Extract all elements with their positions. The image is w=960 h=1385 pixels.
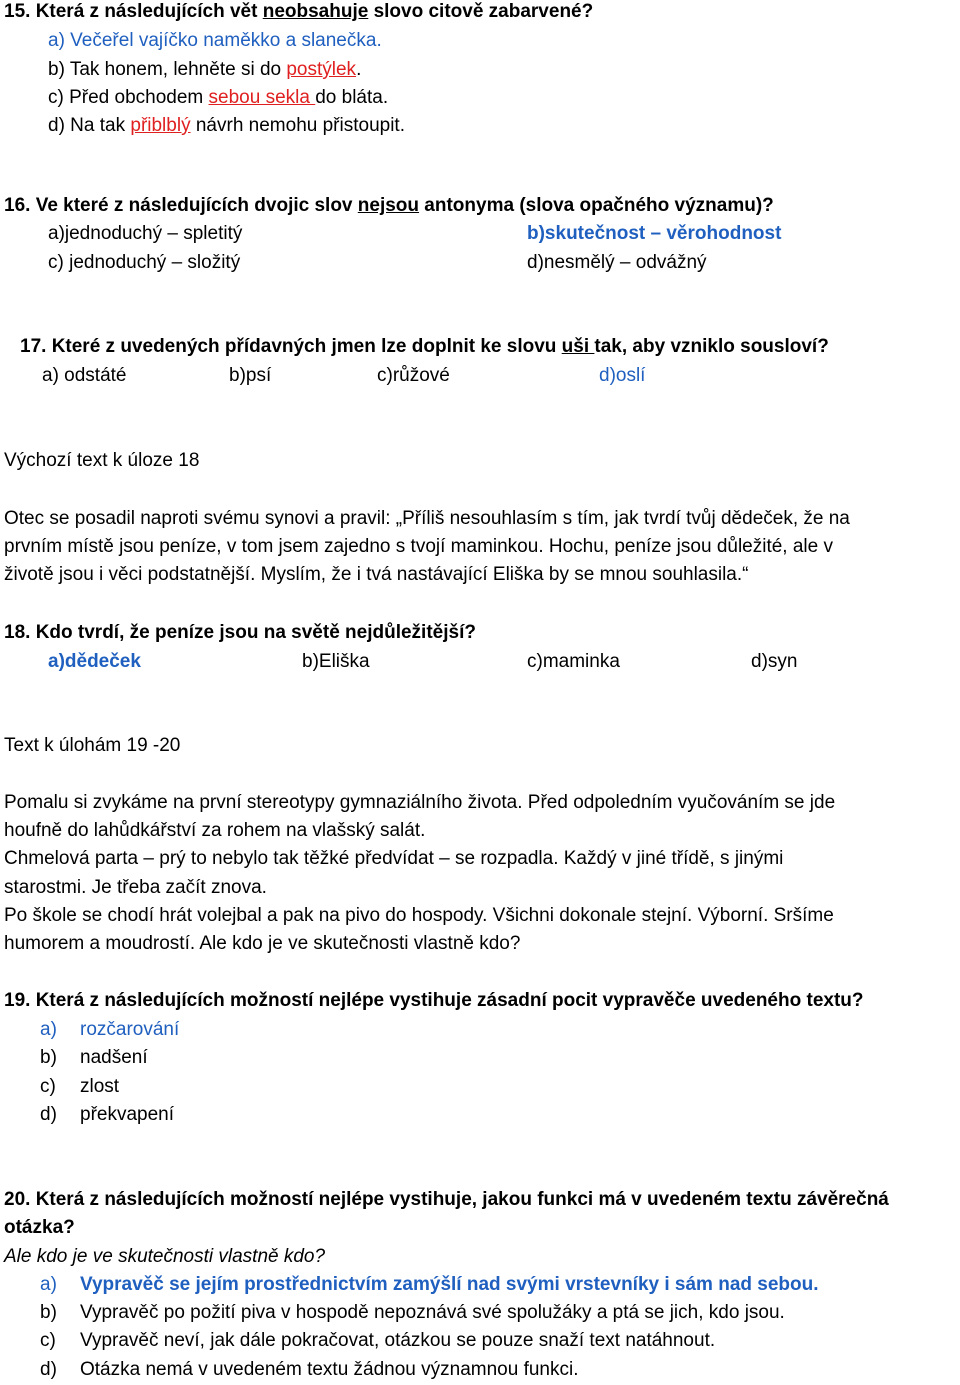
text18-line-1: Otec se posadil naproti svému synovi a pravil: „Příliš nesouhlasím s tím, jak tvrdí tvůj dědeček, že na — [4, 508, 850, 529]
q17-option-d: d)oslí — [599, 365, 646, 386]
q20-option-d: Otázka nemá v uvedeném textu žádnou významnou funkci. — [80, 1359, 579, 1380]
q20-option-a-letter: a) — [40, 1274, 57, 1295]
text1920-line-5: Po škole se chodí hrát volejbal a pak na pivo do hospody. Všichni dokonale stejní. Výborní. Sršíme — [4, 905, 834, 926]
q20-option-c-letter: c) — [40, 1330, 56, 1351]
text18-line-2: prvním místě jsou peníze, v tom jsem zajedno s tvojí maminkou. Hochu, peníze jsou důležité, ale v — [4, 536, 833, 557]
q19-option-d-letter: d) — [40, 1104, 57, 1125]
q15-heading — [4, 0, 593, 24]
q20-option-d-letter: d) — [40, 1359, 57, 1380]
q20-option-b-letter: b) — [40, 1302, 57, 1323]
q15-c-highlight: sebou sekla — [208, 87, 316, 108]
q19-option-a-letter: a) — [40, 1019, 57, 1040]
q15-d-highlight: přiblblý — [130, 115, 191, 136]
q17-option-a: a) odstáté — [42, 365, 127, 386]
q16-option-c: c) jednoduchý – složitý — [48, 252, 241, 273]
q17-heading-text-b: tak, aby vzniklo sousloví? — [594, 336, 829, 357]
q16-option-a: a)jednoduchý – spletitý — [48, 223, 243, 244]
q18-option-b: b)Eliška — [302, 651, 370, 672]
q18-heading: 18. Kdo tvrdí, že peníze jsou na světě nejdůležitější? — [4, 622, 476, 643]
q16-heading-underlined: nejsou — [357, 195, 420, 216]
q16-option-d: d)nesmělý – odvážný — [527, 252, 707, 273]
text1920-line-3: Chmelová parta – prý to nebylo tak těžké předvídat – se rozpadla. Každý v jiné třídě, s jinými — [4, 848, 784, 869]
q15-d-post: návrh nemohu přistoupit. — [190, 115, 405, 136]
q16-heading-text-a: 16. Ve které z následujících dvojic slov — [4, 195, 358, 216]
q15-c-post: do bláta. — [315, 87, 389, 108]
text1920-line-4: starostmi. Je třeba začít znova. — [4, 877, 267, 898]
q15-heading-underlined: neobsahuje — [262, 1, 369, 22]
q17-heading — [20, 335, 829, 359]
text18-line-3: životě jsou i věci podstatnější. Myslím, že i tvá nastávající Eliška by se mnou souhlasila.“ — [4, 564, 749, 585]
q17-option-b: b)psí — [229, 365, 272, 386]
q15-b-post: . — [356, 59, 362, 80]
q20-heading-line-1: 20. Která z následujících možností nejlépe vystihuje, jakou funkci má v uvedeném textu závěrečná — [4, 1189, 889, 1210]
q17-heading-underlined: uši — [561, 336, 595, 357]
q15-b-pre: b) Tak honem, lehněte si do — [48, 59, 287, 80]
q15-c-pre: c) Před obchodem — [48, 87, 209, 108]
q18-option-a: a)dědeček — [48, 651, 141, 672]
q18-option-d: d)syn — [751, 651, 798, 672]
q20-quote: Ale kdo je ve skutečnosti vlastně kdo? — [4, 1246, 326, 1267]
q16-option-b: b)skutečnost – věrohodnost — [527, 223, 782, 244]
q19-option-c: zlost — [80, 1076, 120, 1097]
text18-title: Výchozí text k úloze 18 — [4, 450, 200, 471]
text1920-line-6: humorem a moudrostí. Ale kdo je ve skutečnosti vlastně kdo? — [4, 933, 521, 954]
q17-heading-text-a: 17. Které z uvedených přídavných jmen lze doplnit ke slovu — [20, 336, 562, 357]
q15-heading-text-a: 15. Která z následujících vět — [4, 1, 263, 22]
q15-option-d — [48, 114, 405, 138]
q15-option-a: a) Večeřel vajíčko naměkko a slanečka. — [48, 30, 382, 51]
q20-option-b: Vypravěč po požití piva v hospodě nepoznává své spolužáky a ptá se jich, kdo jsou. — [80, 1302, 785, 1323]
text1920-line-2: houfně do lahůdkářství za rohem na vlašský salát. — [4, 820, 426, 841]
q19-option-d: překvapení — [80, 1104, 175, 1125]
q15-heading-text-b: slovo citově zabarvené? — [368, 1, 594, 22]
q15-d-pre: d) Na tak — [48, 115, 131, 136]
text1920-title: Text k úlohám 19 -20 — [4, 735, 181, 756]
q20-heading-line-2: otázka? — [4, 1217, 75, 1238]
q19-option-b-letter: b) — [40, 1047, 57, 1068]
text1920-line-1: Pomalu si zvykáme na první stereotypy gymnaziálního života. Před odpoledním vyučováním se jde — [4, 792, 836, 813]
q16-heading — [4, 194, 774, 218]
q20-option-a: Vypravěč se jejím prostřednictvím zamýšlí nad svými vrstevníky i sám nad sebou. — [80, 1274, 819, 1295]
q17-option-c: c)růžové — [377, 365, 450, 386]
q19-option-a: rozčarování — [80, 1019, 180, 1040]
q15-option-b — [48, 58, 361, 82]
q16-heading-text-b: antonyma (slova opačného významu)? — [419, 195, 774, 216]
q19-option-b: nadšení — [80, 1047, 148, 1068]
q15-option-c — [48, 86, 388, 110]
q20-option-c: Vypravěč neví, jak dále pokračovat, otázkou se pouze snaží text natáhnout. — [80, 1330, 716, 1351]
q19-option-c-letter: c) — [40, 1076, 56, 1097]
q19-heading: 19. Která z následujících možností nejlépe vystihuje zásadní pocit vypravěče uvedeného textu? — [4, 990, 864, 1011]
q18-option-c: c)maminka — [527, 651, 620, 672]
q15-b-highlight: postýlek — [286, 59, 357, 80]
